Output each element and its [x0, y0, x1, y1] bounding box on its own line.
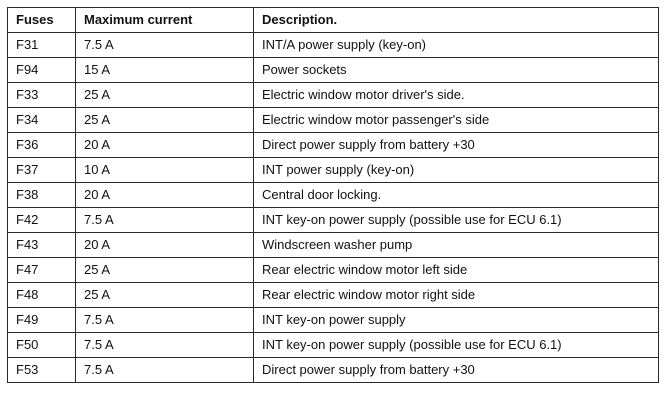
cell-fuse: F37	[8, 158, 76, 183]
cell-max-current: 25 A	[76, 258, 254, 283]
header-description: Description.	[254, 8, 659, 33]
cell-fuse: F94	[8, 58, 76, 83]
cell-max-current: 7.5 A	[76, 33, 254, 58]
table-row	[8, 108, 659, 133]
cell-description: Direct power supply from battery +30	[254, 133, 659, 158]
table-row	[8, 183, 659, 208]
header-fuses: Fuses	[8, 8, 76, 33]
table-row	[8, 258, 659, 283]
cell-description: Windscreen washer pump	[254, 233, 659, 258]
table-row	[8, 283, 659, 308]
cell-max-current: 25 A	[76, 108, 254, 133]
cell-max-current: 20 A	[76, 233, 254, 258]
table-row	[8, 333, 659, 358]
table-row	[8, 233, 659, 258]
cell-max-current: 7.5 A	[76, 208, 254, 233]
cell-max-current: 7.5 A	[76, 308, 254, 333]
cell-description: Power sockets	[254, 58, 659, 83]
header-row	[8, 8, 659, 33]
cell-description: INT power supply (key-on)	[254, 158, 659, 183]
cell-description: Electric window motor passenger's side	[254, 108, 659, 133]
cell-max-current: 7.5 A	[76, 358, 254, 383]
cell-max-current: 20 A	[76, 183, 254, 208]
cell-max-current: 25 A	[76, 283, 254, 308]
table-row	[8, 58, 659, 83]
cell-fuse: F50	[8, 333, 76, 358]
table-row	[8, 83, 659, 108]
cell-description: INT/A power supply (key-on)	[254, 33, 659, 58]
cell-description: INT key-on power supply (possible use for ECU 6.1)	[254, 208, 659, 233]
table-body	[8, 33, 659, 383]
cell-fuse: F43	[8, 233, 76, 258]
header-maximum-current: Maximum current	[76, 8, 254, 33]
cell-fuse: F42	[8, 208, 76, 233]
cell-fuse: F48	[8, 283, 76, 308]
table-row	[8, 208, 659, 233]
cell-fuse: F36	[8, 133, 76, 158]
cell-fuse: F53	[8, 358, 76, 383]
cell-description: INT key-on power supply	[254, 308, 659, 333]
cell-fuse: F38	[8, 183, 76, 208]
fuse-table	[7, 7, 659, 383]
table-row	[8, 33, 659, 58]
table-row	[8, 308, 659, 333]
table-header	[8, 8, 659, 33]
cell-description: Central door locking.	[254, 183, 659, 208]
cell-max-current: 25 A	[76, 83, 254, 108]
cell-fuse: F31	[8, 33, 76, 58]
cell-max-current: 7.5 A	[76, 333, 254, 358]
cell-fuse: F47	[8, 258, 76, 283]
cell-max-current: 15 A	[76, 58, 254, 83]
table-row	[8, 358, 659, 383]
cell-description: INT key-on power supply (possible use for ECU 6.1)	[254, 333, 659, 358]
cell-description: Electric window motor driver's side.	[254, 83, 659, 108]
table-row	[8, 158, 659, 183]
cell-fuse: F49	[8, 308, 76, 333]
cell-description: Direct power supply from battery +30	[254, 358, 659, 383]
cell-max-current: 10 A	[76, 158, 254, 183]
cell-description: Rear electric window motor left side	[254, 258, 659, 283]
cell-description: Rear electric window motor right side	[254, 283, 659, 308]
cell-fuse: F34	[8, 108, 76, 133]
table-row	[8, 133, 659, 158]
cell-fuse: F33	[8, 83, 76, 108]
cell-max-current: 20 A	[76, 133, 254, 158]
